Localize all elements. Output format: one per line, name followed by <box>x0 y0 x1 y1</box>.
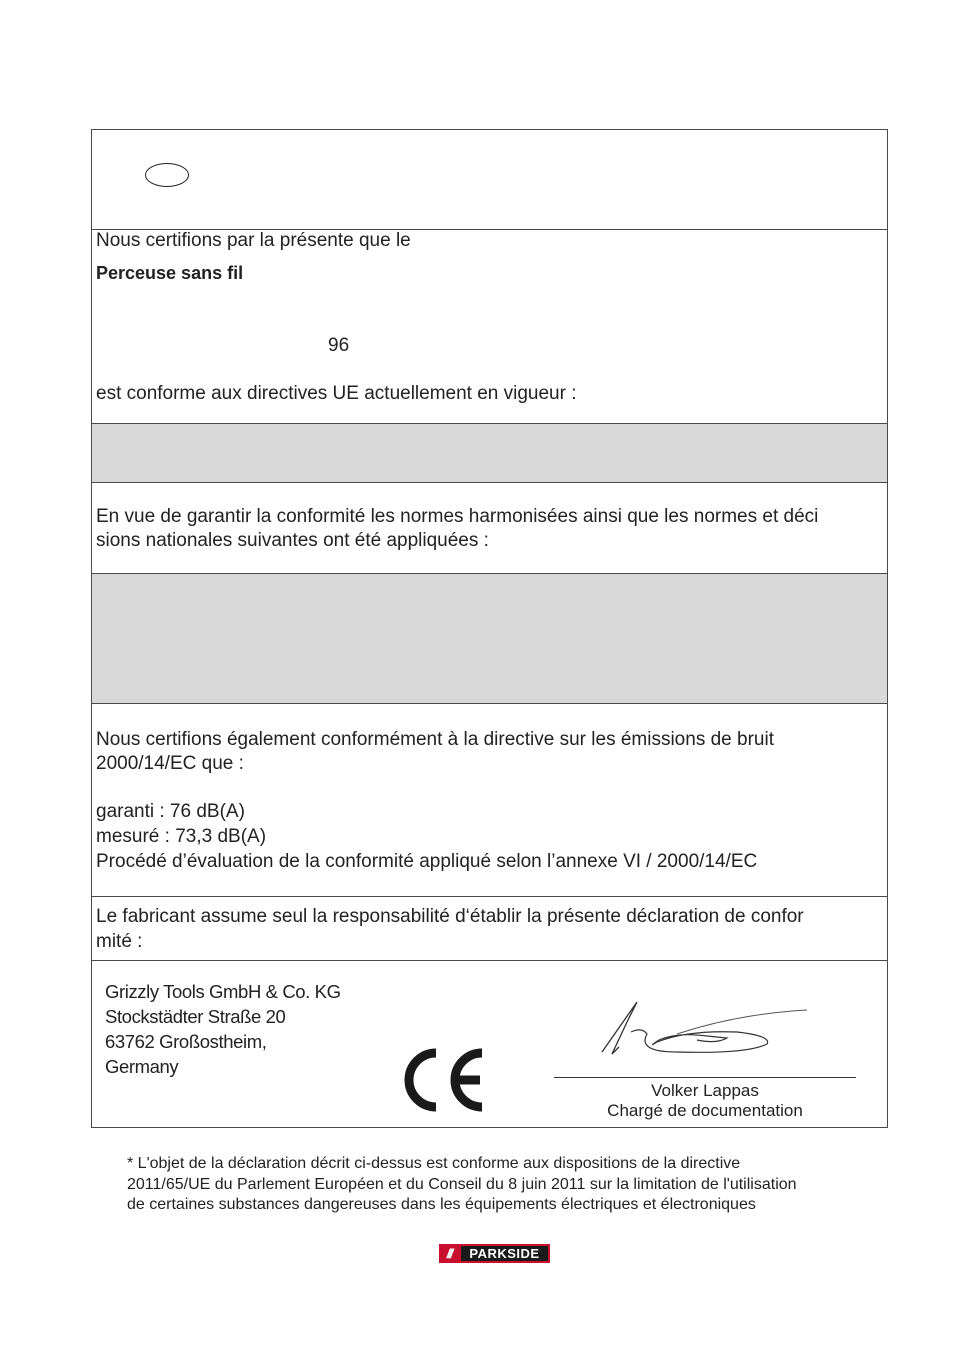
divider <box>92 703 887 704</box>
declaration-frame <box>91 129 888 1128</box>
signatory-title: Chargé de documentation <box>607 1101 803 1120</box>
footnote-line2: 2011/65/UE du Parlement Européen et du Conseil du 8 juin 2011 sur la limitation de l'utilisation <box>127 1175 797 1193</box>
logo-slashes: /// <box>446 1246 452 1261</box>
conformity-statement: est conforme aux directives UE actuellement en vigueur : <box>96 383 577 404</box>
noise-line1: Nous certifions également conformément à la directive sur les émissions de bruit <box>96 729 774 750</box>
divider <box>92 960 887 961</box>
standards-intro-line1: En vue de garantir la conformité les normes harmonisées ainsi que les normes et déci <box>96 506 819 527</box>
certify-intro: Nous certifions par la présente que le <box>96 230 411 251</box>
responsibility-line2: mité : <box>96 931 143 952</box>
model-number: 96 <box>328 335 350 356</box>
country: Germany <box>105 1056 179 1077</box>
noise-line2: 2000/14/EC que : <box>96 753 244 774</box>
directives-band <box>92 424 887 482</box>
company-name: Grizzly Tools GmbH & Co. KG <box>105 981 341 1002</box>
divider <box>92 482 887 483</box>
noise-procedure: Procédé d’évaluation de la conformité appliqué selon l’annexe VI / 2000/14/EC <box>96 851 758 872</box>
standards-intro-line2: sions nationales suivantes ont été appliquées : <box>96 530 489 551</box>
city: 63762 Großostheim, <box>105 1031 267 1052</box>
ce-mark-icon <box>402 1045 488 1115</box>
signatory-name: Volker Lappas <box>651 1081 759 1100</box>
signature-line <box>554 1077 856 1078</box>
footnote-line3: de certaines substances dangereuses dans les équipements électriques et électroniques <box>127 1196 756 1213</box>
divider <box>92 896 887 897</box>
street: Stockstädter Straße 20 <box>105 1006 286 1027</box>
footnote-line1: * L'objet de la déclaration décrit ci-dessus est conforme aux dispositions de la directive <box>127 1155 741 1172</box>
parkside-logo <box>439 1244 550 1263</box>
signature-icon <box>597 992 812 1067</box>
noise-measured: mesuré : 73,3 dB(A) <box>96 826 267 847</box>
logo-brand: PARKSIDE <box>461 1246 548 1261</box>
country-code-oval <box>145 163 189 187</box>
noise-guaranteed: garanti : 76 dB(A) <box>96 801 245 822</box>
standards-band <box>92 574 887 703</box>
responsibility-line1: Le fabricant assume seul la responsabilité d‘établir la présente déclaration de confor <box>96 906 804 927</box>
product-name: Perceuse sans fil <box>96 263 244 283</box>
manufacturer-address <box>105 979 341 1079</box>
rohs-footnote <box>127 1154 797 1216</box>
